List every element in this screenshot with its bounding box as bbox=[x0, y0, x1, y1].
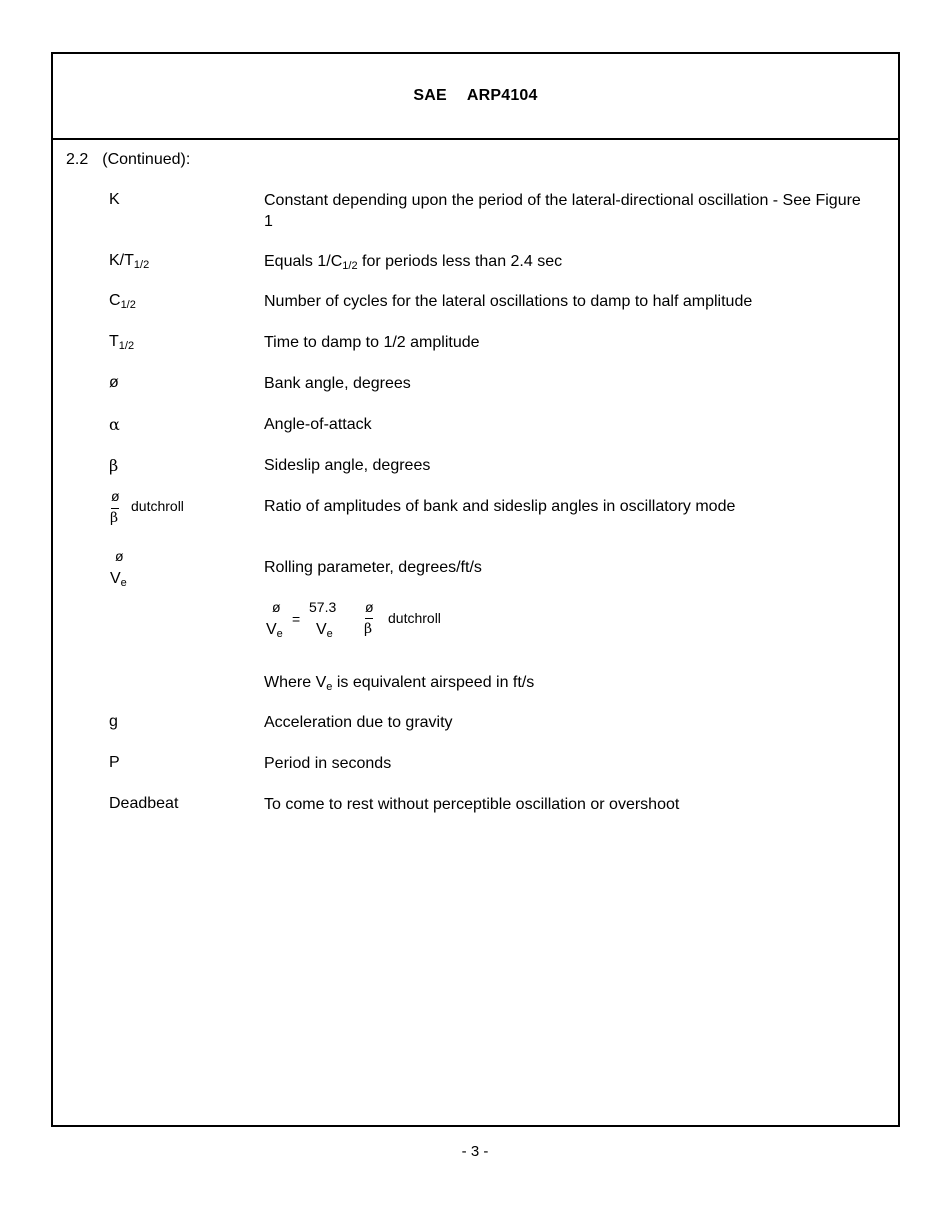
rolling-numerator: ø bbox=[115, 548, 124, 564]
symbol-p: P bbox=[109, 754, 120, 771]
definition-g: Acceleration due to gravity bbox=[264, 714, 453, 731]
formula-dutchroll-label: dutchroll bbox=[388, 610, 441, 626]
symbol-k: K bbox=[109, 191, 120, 208]
symbol-phi: ø bbox=[109, 374, 119, 391]
rolling-denominator: $V_e$ bbox=[110, 570, 127, 589]
symbol-k-over-t-half: $K/T_{1/2}$ bbox=[109, 252, 150, 271]
symbol-deadbeat: Deadbeat bbox=[109, 795, 179, 812]
definition-k-over-t-half: Equals $1/C_{1/2}$ for periods less than 2.4 sec bbox=[264, 253, 563, 272]
definition-alpha: Angle-of-attack bbox=[264, 416, 372, 433]
definition-beta: Sideslip angle, degrees bbox=[264, 457, 431, 474]
definition-ratio: Ratio of amplitudes of bank and sideslip angles in oscillatory mode bbox=[264, 498, 736, 515]
section-number: 2.2 bbox=[66, 151, 89, 168]
definition-phi: Bank angle, degrees bbox=[264, 375, 411, 392]
formula-fraction-bar bbox=[365, 618, 373, 619]
definition-rolling-parameter: Rolling parameter, degrees/ft/s bbox=[264, 559, 482, 576]
formula-lhs-denominator: $V_e$ bbox=[266, 621, 283, 640]
symbol-g: g bbox=[109, 713, 118, 730]
formula-lhs-numerator: ø bbox=[272, 599, 281, 615]
section-title: (Continued): bbox=[102, 151, 191, 168]
formula-equals: = bbox=[292, 611, 301, 627]
ratio-dutchroll-label: dutchroll bbox=[131, 498, 184, 514]
section-heading bbox=[66, 151, 190, 169]
definition-k: Constant depending upon the period of the lateral-directional oscillation - See Figure 1 bbox=[264, 192, 861, 230]
fraction-bar bbox=[111, 508, 119, 509]
symbol-c-half: $C_{1/2}$ bbox=[109, 292, 136, 311]
formula-mid-numerator: 57.3 bbox=[309, 599, 337, 615]
definition-deadbeat: To come to rest without perceptible oscillation or overshoot bbox=[264, 796, 680, 813]
definition-t-half: Time to damp to 1/2 amplitude bbox=[264, 334, 480, 351]
formula-mid-denominator: $V_e$ bbox=[316, 621, 333, 640]
definition-c-half: Number of cycles for the lateral oscillations to damp to half amplitude bbox=[264, 293, 753, 310]
symbol-t-half: $T_{1/2}$ bbox=[109, 333, 135, 352]
where-note: Where $V_e$ is equivalent airspeed in ft/s bbox=[264, 674, 535, 693]
header-doc-id: ARP4104 bbox=[466, 87, 538, 104]
definition-p: Period in seconds bbox=[264, 755, 392, 772]
rolling-formula bbox=[266, 599, 516, 649]
ratio-numerator: ø bbox=[111, 488, 120, 504]
page-header bbox=[53, 54, 898, 140]
symbol-beta: β bbox=[109, 456, 119, 475]
page-number: - 3 - bbox=[461, 1143, 489, 1160]
formula-rhs-numerator: ø bbox=[365, 599, 374, 615]
formula-rhs-denominator: β bbox=[364, 621, 373, 637]
header-org: SAE bbox=[413, 87, 447, 104]
page-frame bbox=[51, 52, 900, 1127]
symbol-alpha: α bbox=[109, 415, 120, 434]
ratio-denominator: β bbox=[110, 510, 119, 526]
